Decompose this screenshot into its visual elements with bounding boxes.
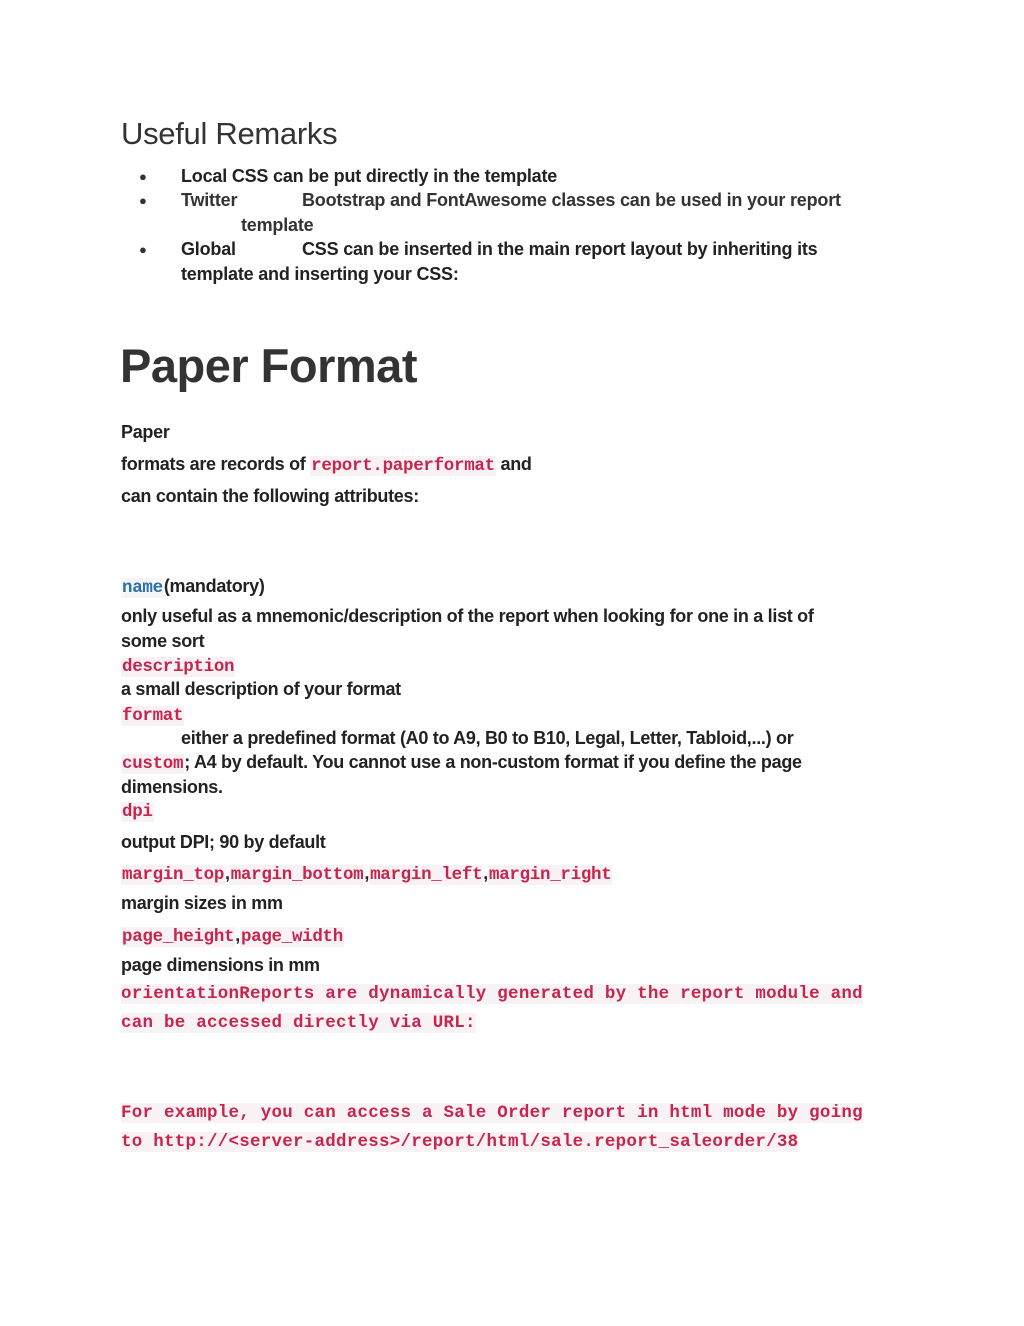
bullet-icon: ●	[139, 242, 147, 257]
remark-item-1: Local CSS can be put directly in the template	[181, 166, 558, 186]
intro-text: formats are records of	[121, 454, 306, 474]
intro-line-3: can contain the following attributes:	[121, 486, 419, 506]
orientation-code-line-2	[121, 1013, 476, 1033]
dpi-description: output DPI; 90 by default	[121, 832, 326, 852]
dpi-code: dpi	[122, 802, 153, 822]
mandatory-label: (mandatory)	[163, 576, 265, 596]
format-description-1: either a predefined format (A0 to A9, B0 to B10, Legal, Letter, Tabloid,...) or	[181, 728, 794, 748]
remark-item-3-text: CSS can be inserted in the main report layout by inheriting its	[302, 239, 818, 259]
example-code-line-1	[121, 1103, 863, 1123]
remark-item-3-text-cont: template and inserting your CSS:	[181, 264, 459, 284]
orientation-text: orientationReports are dynamically generated by the report module and	[121, 984, 863, 1004]
page-width-code: page_width	[240, 927, 343, 947]
example-text: For example, you can access a Sale Order report in html mode by going	[121, 1103, 863, 1123]
remark-item-2-text-cont: template	[241, 215, 314, 235]
format-attribute	[121, 704, 184, 726]
margins-description: margin sizes in mm	[121, 893, 283, 913]
useful-remarks-heading: Useful Remarks	[121, 116, 338, 151]
separator: ,	[225, 863, 230, 883]
name-description-2: some sort	[121, 631, 205, 651]
margin-bottom-code: margin_bottom	[230, 865, 364, 885]
format-description-2	[121, 752, 802, 774]
bullet-icon: ●	[139, 193, 147, 208]
margin-attributes	[121, 863, 612, 885]
name-description-1: only useful as a mnemonic/description of the report when looking for one in a list of	[121, 606, 814, 626]
dpi-attribute	[121, 800, 154, 822]
margin-top-code: margin_top	[122, 865, 225, 885]
page-height-code: page_height	[122, 927, 235, 947]
intro-text: and	[500, 454, 532, 474]
example-text: to http://<server-address>/report/html/sale.report_saleorder/38	[121, 1132, 799, 1152]
paperformat-model-code: report.paperformat	[311, 456, 495, 476]
remark-item-2-text: Bootstrap and FontAwesome classes can be used in your report	[302, 190, 841, 210]
description-attribute	[121, 655, 235, 677]
format-description-3: dimensions.	[121, 777, 223, 797]
separator: ,	[364, 863, 370, 883]
format-text: ; A4 by default. You cannot use a non-custom format if you define the page	[184, 752, 802, 772]
name-code: name	[122, 578, 163, 598]
example-code-line-2	[121, 1132, 798, 1152]
margin-left-code: margin_left	[370, 865, 483, 885]
margin-right-code: margin_right	[489, 865, 612, 885]
description-description: a small description of your format	[121, 679, 401, 699]
remark-item-2-word: Twitter	[181, 190, 238, 210]
separator: ,	[235, 925, 240, 945]
remark-item-3-word: Global	[181, 239, 236, 259]
orientation-text: can be accessed directly via URL:	[121, 1013, 476, 1033]
separator: ,	[483, 863, 488, 883]
description-code: description	[122, 657, 235, 677]
custom-code: custom	[122, 754, 184, 774]
page-dimension-attributes	[121, 925, 344, 947]
intro-line-2	[121, 454, 532, 476]
intro-line-1: Paper	[121, 422, 170, 442]
paper-format-heading: Paper Format	[120, 339, 417, 392]
format-code: format	[122, 706, 184, 726]
page-dimensions-description: page dimensions in mm	[121, 955, 320, 975]
bullet-icon: ●	[139, 169, 147, 184]
name-attribute	[121, 576, 265, 598]
orientation-code-line-1	[121, 984, 863, 1004]
